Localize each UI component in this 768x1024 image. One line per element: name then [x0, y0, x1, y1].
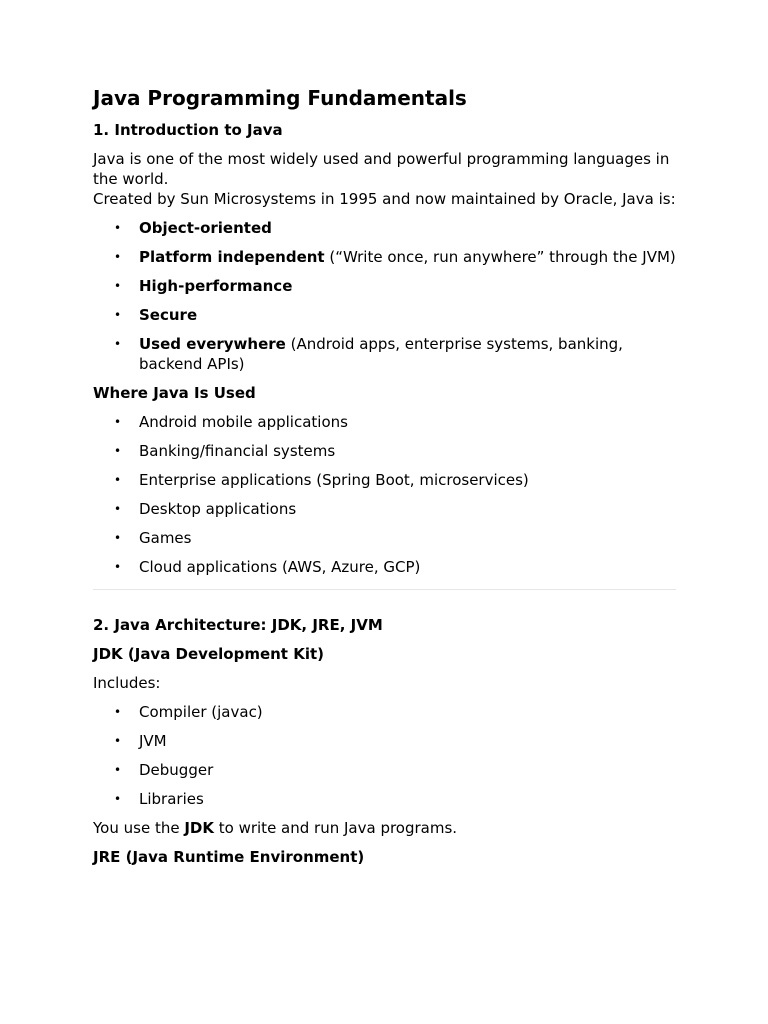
bullet-icon: • — [114, 473, 122, 487]
list-item — [93, 760, 676, 780]
use-text: Banking/financial systems — [139, 442, 336, 460]
feature-term: Secure — [139, 306, 198, 324]
intro-text-line2: Created by Sun Microsystems in 1995 and now maintained by Oracle, Java is: — [93, 190, 676, 208]
includes-list — [93, 702, 676, 809]
jdk-note-text: You use the — [93, 819, 185, 837]
uses-list — [93, 412, 676, 577]
subheading-where-used: Where Java Is Used — [93, 384, 256, 402]
includes-label: Includes: — [93, 674, 161, 692]
bullet-icon: • — [114, 763, 122, 777]
include-text: Libraries — [139, 790, 204, 808]
bullet-icon: • — [114, 560, 122, 574]
list-item — [93, 789, 676, 809]
list-item — [93, 499, 676, 519]
subheading-jre: JRE (Java Runtime Environment) — [93, 848, 365, 866]
jdk-note — [93, 818, 676, 838]
include-text: Debugger — [139, 761, 214, 779]
feature-term: High-performance — [139, 277, 293, 295]
list-item — [93, 334, 676, 374]
list-item — [93, 218, 676, 238]
feature-list — [93, 218, 676, 374]
use-text: Enterprise applications (Spring Boot, microservices) — [139, 471, 529, 489]
section-heading-introduction: 1. Introduction to Java — [93, 121, 283, 139]
feature-detail: (Android apps, enterprise systems, banking, backend APIs) — [139, 335, 623, 373]
feature-term: Object-oriented — [139, 219, 272, 237]
bullet-icon: • — [114, 531, 122, 545]
feature-term: Used everywhere — [139, 335, 286, 353]
list-item — [93, 557, 676, 577]
list-item — [93, 528, 676, 548]
list-item — [93, 412, 676, 432]
use-text: Desktop applications — [139, 500, 297, 518]
feature-term: Platform independent — [139, 248, 325, 266]
bullet-icon: • — [114, 221, 122, 235]
subheading-jdk: JDK (Java Development Kit) — [93, 645, 324, 663]
list-item — [93, 441, 676, 461]
bullet-icon: • — [114, 444, 122, 458]
bullet-icon: • — [114, 734, 122, 748]
bullet-icon: • — [114, 337, 122, 351]
list-item — [93, 702, 676, 722]
document-title: Java Programming Fundamentals — [93, 86, 467, 110]
bullet-icon: • — [114, 415, 122, 429]
list-item — [93, 276, 676, 296]
jdk-note-text: to write and run Java programs. — [213, 819, 458, 837]
list-item — [93, 731, 676, 751]
intro-text-line1: Java is one of the most widely used and powerful programming languages in the world. — [93, 150, 670, 188]
intro-paragraph — [93, 149, 676, 209]
section-heading-architecture: 2. Java Architecture: JDK, JRE, JVM — [93, 616, 383, 634]
use-text: Android mobile applications — [139, 413, 348, 431]
include-text: Compiler (javac) — [139, 703, 263, 721]
section-divider — [93, 589, 676, 590]
list-item — [93, 247, 676, 267]
bullet-icon: • — [114, 279, 122, 293]
bullet-icon: • — [114, 308, 122, 322]
use-text: Games — [139, 529, 192, 547]
use-text: Cloud applications (AWS, Azure, GCP) — [139, 558, 421, 576]
feature-detail: (“Write once, run anywhere” through the JVM) — [324, 248, 676, 266]
list-item — [93, 470, 676, 490]
bullet-icon: • — [114, 502, 122, 516]
list-item — [93, 305, 676, 325]
bullet-icon: • — [114, 792, 122, 806]
bullet-icon: • — [114, 250, 122, 264]
include-text: JVM — [139, 732, 167, 750]
jdk-note-emphasis: JDK — [184, 819, 214, 837]
bullet-icon: • — [114, 705, 122, 719]
